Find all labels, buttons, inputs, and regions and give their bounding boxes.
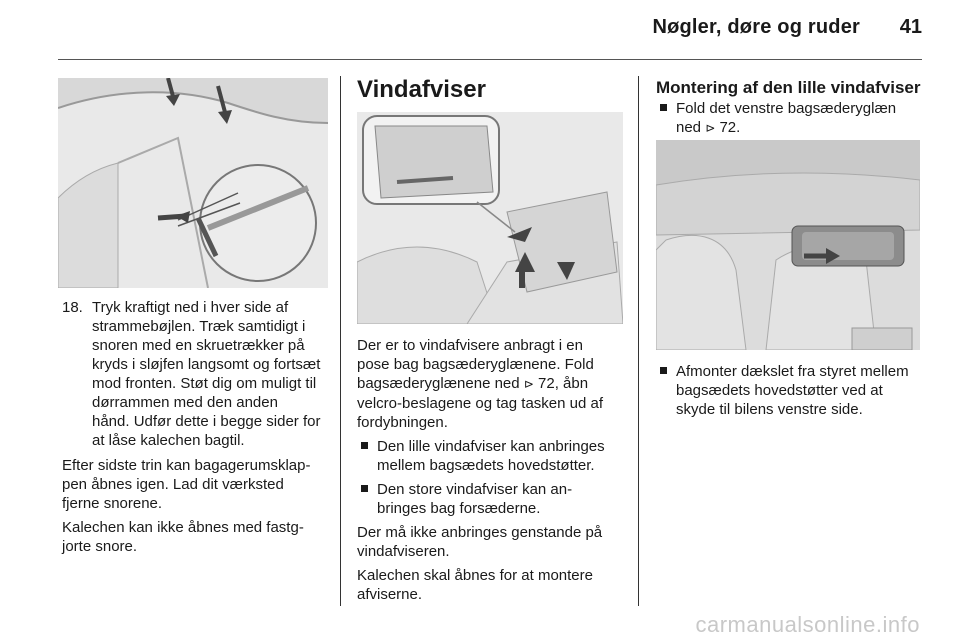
text-run: . [736, 119, 741, 136]
bullet-item [660, 362, 928, 419]
step-line: at låse kalechen bagtil. [92, 432, 245, 449]
paragraph [62, 518, 330, 556]
text-run: , åbn [554, 375, 589, 392]
paragraph-line: Der må ikke anbringes genstande på [357, 524, 603, 541]
paragraph-line [357, 374, 632, 394]
paragraph [357, 566, 632, 604]
header-rule [58, 59, 922, 60]
step-line: hånd. Udfør dette i begge sider for [92, 413, 321, 430]
column-1-text [62, 298, 330, 561]
rear-seat-cover-illustration [656, 140, 920, 350]
bullet-square-icon [361, 442, 368, 449]
text-run: ned [676, 119, 706, 136]
paragraph-line: Der er to vindafvisere anbragt i en [357, 337, 583, 354]
paragraph-line: fordybningen. [357, 414, 448, 431]
paragraph [357, 523, 632, 561]
paragraph-line: Efter sidste trin kan bagagerumsklap- [62, 457, 311, 474]
paragraph-line: Kalechen kan ikke åbnes med fastg- [62, 519, 304, 536]
instruction-step-18 [62, 298, 330, 450]
column-3-text-bottom [656, 362, 928, 424]
bullet-square-icon [660, 367, 667, 374]
step-line: Tryk kraftigt ned i hver side af [92, 299, 289, 316]
bullet-line: skyde til bilens venstre side. [676, 401, 863, 418]
bullet-line [676, 118, 928, 138]
paragraph-line: pen åbnes igen. Lad dit værksted [62, 476, 284, 493]
paragraph-line: afviserne. [357, 586, 423, 603]
page-title: Nøgler, døre og ruder [652, 16, 860, 38]
step-line: mod fronten. Støt dig om muligt til [92, 375, 317, 392]
bullet-line: bagsædets hovedstøtter ved at [676, 382, 883, 399]
column-3-text-top [656, 78, 928, 143]
bullet-square-icon [660, 104, 667, 111]
intro-paragraph [357, 336, 632, 432]
section-heading-vindafviser: Vindafviser [357, 76, 486, 103]
step-line: snoren med en skruetrækker på [92, 337, 305, 354]
paragraph-line: jorte snore. [62, 538, 138, 555]
page-reference-icon: ⊳ [523, 377, 534, 391]
bullet-item [660, 99, 928, 138]
column-divider-2 [638, 76, 639, 606]
bullet-line: Den lille vindafviser kan anbringes [377, 438, 605, 455]
page-reference-link[interactable]: 72 [538, 375, 555, 392]
text-run: bagsæderyglænene ned [357, 375, 524, 392]
soft-top-strap-illustration [58, 78, 328, 288]
column-2-text [357, 336, 632, 609]
paragraph-line: vindafviseren. [357, 543, 450, 560]
bullet-line: mellem bagsædets hovedstøtter. [377, 457, 595, 474]
bullet-line: bringes bag forsæderne. [377, 500, 541, 517]
bullet-line: Fold det venstre bagsæderyglæn [676, 100, 897, 117]
soft-top-strap-drawing [58, 78, 328, 288]
paragraph-line: fjerne snorene. [62, 495, 163, 512]
paragraph-line: velcro-beslagene og tag tasken ud af [357, 395, 603, 412]
wind-deflector-bag-illustration [357, 112, 623, 324]
page-number: 41 [899, 16, 922, 38]
column-divider-1 [340, 76, 341, 606]
bullet-line: Den store vindafviser kan an- [377, 481, 573, 498]
bullet-line: Afmonter dækslet fra styret mellem [676, 363, 909, 380]
step-line: kryds i sløjfen langsomt og fortsæt [92, 356, 321, 373]
bullet-item [361, 437, 632, 475]
wind-deflector-bag-drawing [357, 112, 623, 324]
step-line: dørrammen med den anden [92, 394, 278, 411]
watermark: carmanualsonline.info [695, 612, 920, 637]
bullet-square-icon [361, 485, 368, 492]
paragraph-line: Kalechen skal åbnes for at montere [357, 567, 593, 584]
page-reference-link[interactable]: 72 [719, 119, 737, 136]
bullet-item [361, 480, 632, 518]
paragraph [62, 456, 330, 513]
rear-seat-cover-drawing [656, 140, 920, 350]
section-heading-montering: Montering af den lille vindafviser [656, 78, 921, 97]
paragraph-line: pose bag bagsæderyglænene. Fold [357, 356, 594, 373]
page-reference-icon: ⊳ [705, 121, 716, 135]
step-number: 18. [62, 299, 83, 316]
step-line: strammebøjlen. Træk samtidigt i [92, 318, 306, 335]
